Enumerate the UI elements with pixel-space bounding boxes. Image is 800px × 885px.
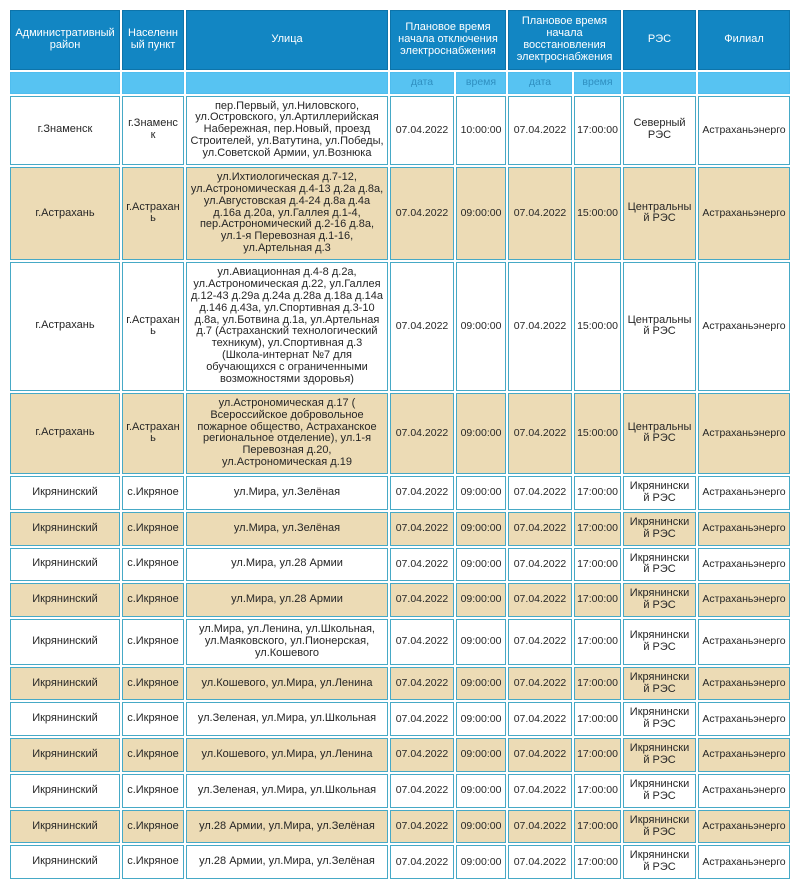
cell-restore-time: 17:00:00 [574,702,621,736]
table-row [10,96,790,165]
table-row [10,667,790,701]
cell-district: г.Астрахань [10,167,120,260]
cell-res: Северный РЭС [623,96,696,165]
subheader-row [10,72,790,94]
col-header-branch: Филиал [698,10,790,70]
cell-settlement: с.Икряное [122,548,184,582]
cell-street: ул.28 Армии, ул.Мира, ул.Зелёная [186,810,388,844]
table-row [10,167,790,260]
cell-outage-time: 09:00:00 [456,548,506,582]
cell-restore-time: 17:00:00 [574,619,621,665]
cell-restore-date: 07.04.2022 [508,167,572,260]
cell-res: Центральный РЭС [623,167,696,260]
subheader-empty-settlement [122,72,184,94]
cell-settlement: с.Икряное [122,845,184,879]
cell-restore-time: 17:00:00 [574,774,621,808]
table-row [10,583,790,617]
cell-restore-time: 17:00:00 [574,738,621,772]
cell-res: Икрянинский РЭС [623,619,696,665]
subheader-restore-time: время [574,72,621,94]
cell-res: Икрянинский РЭС [623,738,696,772]
cell-outage-date: 07.04.2022 [390,393,454,474]
table-row [10,774,790,808]
cell-outage-time: 09:00:00 [456,845,506,879]
cell-res: Икрянинский РЭС [623,476,696,510]
subheader-empty-district [10,72,120,94]
cell-branch: Астраханьэнерго [698,810,790,844]
cell-outage-time: 09:00:00 [456,262,506,391]
cell-res: Икрянинский РЭС [623,774,696,808]
table-row [10,619,790,665]
cell-street: ул.Мира, ул.28 Армии [186,548,388,582]
col-header-district: Административный район [10,10,120,70]
cell-outage-time: 09:00:00 [456,810,506,844]
cell-district: Икрянинский [10,548,120,582]
table-row [10,393,790,474]
cell-restore-time: 17:00:00 [574,512,621,546]
cell-branch: Астраханьэнерго [698,512,790,546]
cell-district: Икрянинский [10,774,120,808]
cell-res: Икрянинский РЭС [623,667,696,701]
cell-settlement: г.Астрахань [122,167,184,260]
cell-outage-time: 09:00:00 [456,167,506,260]
cell-district: Икрянинский [10,619,120,665]
cell-street: пер.Первый, ул.Ниловского, ул.Островского, ул.Артиллерийская Набережная, пер.Новый, проезд Строителей, ул.Ватутина, ул.Победы, ул.Советской Армии, ул.Вознюка [186,96,388,165]
cell-outage-date: 07.04.2022 [390,96,454,165]
cell-street: ул.Зеленая, ул.Мира, ул.Школьная [186,774,388,808]
col-header-street: Улица [186,10,388,70]
cell-outage-time: 09:00:00 [456,702,506,736]
cell-district: Икрянинский [10,583,120,617]
cell-settlement: с.Икряное [122,667,184,701]
cell-restore-time: 17:00:00 [574,96,621,165]
cell-settlement: с.Икряное [122,810,184,844]
cell-district: Икрянинский [10,702,120,736]
cell-res: Икрянинский РЭС [623,512,696,546]
cell-res: Икрянинский РЭС [623,702,696,736]
cell-restore-date: 07.04.2022 [508,583,572,617]
cell-outage-date: 07.04.2022 [390,738,454,772]
cell-district: Икрянинский [10,667,120,701]
cell-restore-date: 07.04.2022 [508,810,572,844]
cell-outage-date: 07.04.2022 [390,262,454,391]
cell-settlement: с.Икряное [122,619,184,665]
table-head [10,10,790,94]
table-row [10,512,790,546]
cell-branch: Астраханьэнерго [698,738,790,772]
cell-branch: Астраханьэнерго [698,548,790,582]
cell-res: Икрянинский РЭС [623,548,696,582]
cell-res: Икрянинский РЭС [623,583,696,617]
cell-street: ул.Авиационная д.4-8 д.2а, ул.Астрономическая д.22, ул.Галлея д.12-43 д.29а д.24а д.28а д.18а д.14а д.146 д.43а, ул.Спортивная д.3-10 д.8а, ул.Ботвина д.1а, ул.Артельная д.7 (Астраханский технологический техникум), ул.Спортивная д.3 (Школа-интернат №7 для обучающихся с ограниченными возможностями здоровья) [186,262,388,391]
cell-restore-date: 07.04.2022 [508,774,572,808]
cell-restore-time: 17:00:00 [574,548,621,582]
cell-restore-date: 07.04.2022 [508,548,572,582]
cell-district: Икрянинский [10,845,120,879]
cell-restore-time: 17:00:00 [574,667,621,701]
subheader-outage-date: дата [390,72,454,94]
cell-restore-time: 15:00:00 [574,167,621,260]
cell-restore-date: 07.04.2022 [508,96,572,165]
cell-res: Центральный РЭС [623,393,696,474]
cell-street: ул.Мира, ул.Ленина, ул.Школьная, ул.Маяковского, ул.Пионерская, ул.Кошевого [186,619,388,665]
cell-district: г.Знаменск [10,96,120,165]
cell-settlement: г.Астрахань [122,262,184,391]
table-row [10,810,790,844]
cell-settlement: с.Икряное [122,738,184,772]
cell-restore-date: 07.04.2022 [508,702,572,736]
cell-restore-time: 15:00:00 [574,393,621,474]
subheader-empty-res [623,72,696,94]
cell-restore-time: 17:00:00 [574,476,621,510]
cell-district: Икрянинский [10,476,120,510]
cell-settlement: с.Икряное [122,583,184,617]
cell-res: Икрянинский РЭС [623,810,696,844]
cell-outage-date: 07.04.2022 [390,583,454,617]
cell-street: ул.Мира, ул.28 Армии [186,583,388,617]
table-row [10,262,790,391]
cell-outage-time: 09:00:00 [456,619,506,665]
subheader-outage-time: время [456,72,506,94]
cell-street: ул.Мира, ул.Зелёная [186,476,388,510]
cell-outage-time: 09:00:00 [456,476,506,510]
cell-outage-date: 07.04.2022 [390,619,454,665]
cell-settlement: г.Знаменск [122,96,184,165]
cell-res: Центральный РЭС [623,262,696,391]
cell-outage-date: 07.04.2022 [390,167,454,260]
cell-street: ул.Кошевого, ул.Мира, ул.Ленина [186,667,388,701]
cell-outage-time: 10:00:00 [456,96,506,165]
cell-street: ул.Кошевого, ул.Мира, ул.Ленина [186,738,388,772]
cell-outage-date: 07.04.2022 [390,476,454,510]
col-header-settlement: Населенный пункт [122,10,184,70]
subheader-empty-street [186,72,388,94]
cell-district: г.Астрахань [10,393,120,474]
table-row [10,548,790,582]
cell-street: ул.Мира, ул.Зелёная [186,512,388,546]
cell-branch: Астраханьэнерго [698,393,790,474]
cell-outage-date: 07.04.2022 [390,774,454,808]
table-body [10,96,790,880]
cell-outage-date: 07.04.2022 [390,667,454,701]
cell-restore-date: 07.04.2022 [508,619,572,665]
cell-outage-date: 07.04.2022 [390,810,454,844]
cell-street: ул.Зеленая, ул.Мира, ул.Школьная [186,702,388,736]
cell-settlement: с.Икряное [122,702,184,736]
cell-branch: Астраханьэнерго [698,774,790,808]
cell-outage-time: 09:00:00 [456,512,506,546]
cell-settlement: с.Икряное [122,512,184,546]
cell-restore-date: 07.04.2022 [508,845,572,879]
cell-branch: Астраханьэнерго [698,845,790,879]
cell-branch: Астраханьэнерго [698,583,790,617]
cell-outage-date: 07.04.2022 [390,845,454,879]
cell-restore-time: 15:00:00 [574,262,621,391]
cell-district: Икрянинский [10,512,120,546]
cell-street: ул.Астрономическая д.17 ( Всероссийское добровольное пожарное общество, Астраханское региональное отделение), ул.1-я Перевозная д.20, ул.Астрономическая д.19 [186,393,388,474]
cell-restore-date: 07.04.2022 [508,667,572,701]
cell-outage-date: 07.04.2022 [390,702,454,736]
cell-district: Икрянинский [10,810,120,844]
cell-branch: Астраханьэнерго [698,667,790,701]
cell-outage-date: 07.04.2022 [390,548,454,582]
col-header-outage-start: Плановое время начала отключения электроснабжения [390,10,506,70]
cell-res: Икрянинский РЭС [623,845,696,879]
cell-branch: Астраханьэнерго [698,262,790,391]
cell-branch: Астраханьэнерго [698,702,790,736]
cell-restore-date: 07.04.2022 [508,393,572,474]
cell-settlement: с.Икряное [122,476,184,510]
col-header-res: РЭС [623,10,696,70]
cell-branch: Астраханьэнерго [698,476,790,510]
cell-settlement: с.Икряное [122,774,184,808]
cell-restore-date: 07.04.2022 [508,476,572,510]
table-row [10,845,790,879]
outage-schedule-table [8,8,792,881]
cell-restore-date: 07.04.2022 [508,738,572,772]
cell-outage-time: 09:00:00 [456,583,506,617]
cell-district: г.Астрахань [10,262,120,391]
cell-branch: Астраханьэнерго [698,619,790,665]
header-row [10,10,790,70]
cell-restore-time: 17:00:00 [574,810,621,844]
cell-restore-date: 07.04.2022 [508,512,572,546]
cell-branch: Астраханьэнерго [698,167,790,260]
cell-outage-time: 09:00:00 [456,738,506,772]
cell-restore-date: 07.04.2022 [508,262,572,391]
cell-outage-time: 09:00:00 [456,774,506,808]
cell-outage-date: 07.04.2022 [390,512,454,546]
cell-settlement: г.Астрахань [122,393,184,474]
cell-restore-time: 17:00:00 [574,845,621,879]
cell-street: ул.Ихтиологическая д.7-12, ул.Астрономическая д.4-13 д.2а д.8а, ул.Августовская д.4-24 д.8а д.4а д.16а д.20а, ул.Галлея д.1-4, пер.Астрономический д.2-16 д.8а, ул.1-я Перевозная д.1-16, ул.Артельная д.3 [186,167,388,260]
subheader-empty-branch [698,72,790,94]
table-row [10,738,790,772]
cell-branch: Астраханьэнерго [698,96,790,165]
table-row [10,476,790,510]
cell-district: Икрянинский [10,738,120,772]
cell-outage-time: 09:00:00 [456,667,506,701]
table-row [10,702,790,736]
subheader-restore-date: дата [508,72,572,94]
col-header-restore-start: Плановое время начала восстановления электроснабжения [508,10,621,70]
cell-restore-time: 17:00:00 [574,583,621,617]
cell-outage-time: 09:00:00 [456,393,506,474]
cell-street: ул.28 Армии, ул.Мира, ул.Зелёная [186,845,388,879]
